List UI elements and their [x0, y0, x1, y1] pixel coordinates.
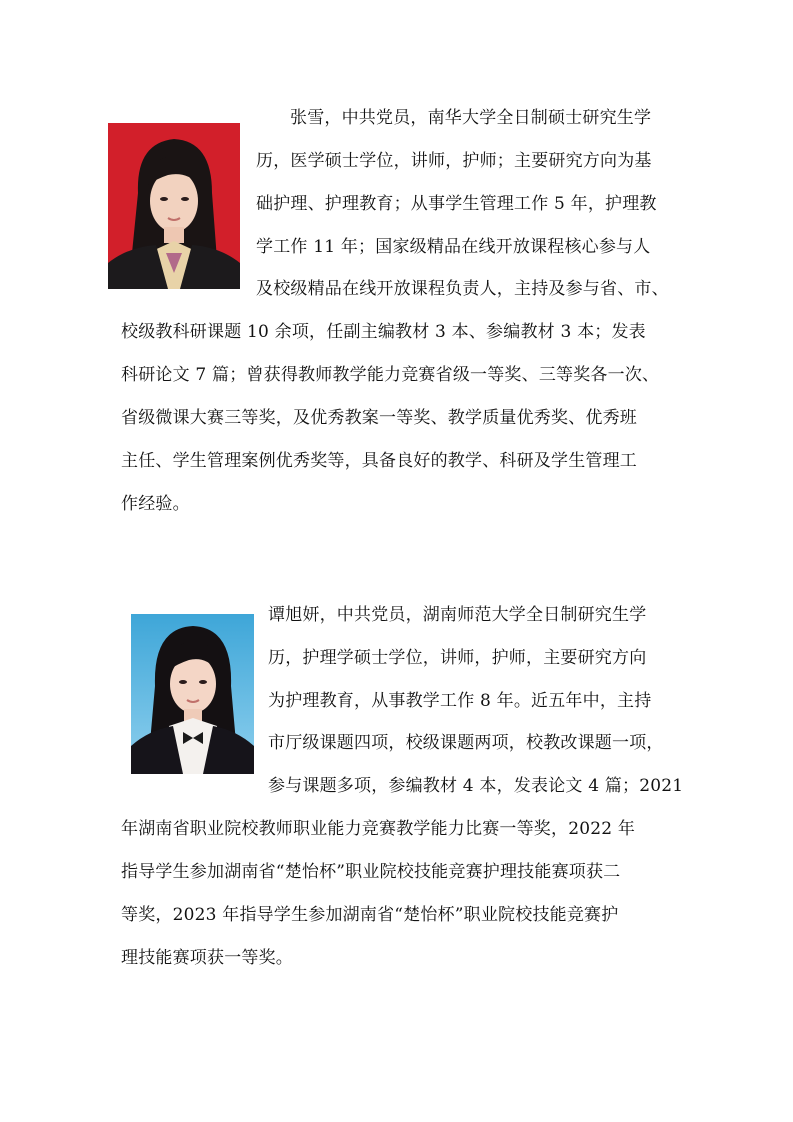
profile-photo-tan-xu-yan	[131, 614, 254, 774]
profile-1-line-10: 作经验。	[121, 494, 190, 514]
profile-2-line-7: 指导学生参加湖南省“楚怡杯”职业院校技能竞赛护理技能赛项获二	[121, 862, 621, 882]
profile-1-line-4: 学工作 11 年；国家级精品在线开放课程核心参与人	[256, 237, 651, 257]
profile-2-line-2: 历，护理学硕士学位，讲师，护师，主要研究方向	[268, 648, 647, 668]
profile-photo-zhang-xue	[108, 123, 240, 289]
profile-1-line-8: 省级微课大赛三等奖，及优秀教案一等奖、教学质量优秀奖、优秀班	[121, 408, 637, 428]
profile-1-line-7: 科研论文 7 篇；曾获得教师教学能力竞赛省级一等奖、三等奖各一次、	[121, 365, 660, 385]
profile-1-line-5: 及校级精品在线开放课程负责人，主持及参与省、市、	[256, 279, 669, 299]
portrait-image	[131, 614, 254, 774]
profile-1-line-1: 张雪，中共党员，南华大学全日制硕士研究生学	[290, 108, 652, 128]
profile-1-line-3: 础护理、护理教育；从事学生管理工作 5 年，护理教	[256, 194, 657, 214]
profile-2-line-4: 市厅级课题四项，校级课题两项，校教改课题一项，	[268, 733, 664, 753]
profile-1-line-6: 校级教科研课题 10 余项，任副主编教材 3 本、参编教材 3 本；发表	[121, 322, 646, 342]
portrait-image	[108, 123, 240, 289]
profile-2-line-6: 年湖南省职业院校教师职业能力竞赛教学能力比赛一等奖，2022 年	[121, 819, 636, 839]
profile-1-line-2: 历，医学硕士学位，讲师，护师；主要研究方向为基	[256, 151, 652, 171]
profile-2-line-5: 参与课题多项，参编教材 4 本，发表论文 4 篇；2021	[268, 776, 684, 796]
profile-1-line-9: 主任、学生管理案例优秀奖等，具备良好的教学、科研及学生管理工	[121, 451, 637, 471]
profile-2-line-9: 理技能赛项获一等奖。	[121, 948, 293, 968]
profile-2-line-3: 为护理教育，从事教学工作 8 年。近五年中，主持	[268, 691, 652, 711]
profile-2-line-8: 等奖，2023 年指导学生参加湖南省“楚怡杯”职业院校技能竞赛护	[121, 905, 619, 925]
profile-2-line-1: 谭旭妍，中共党员，湖南师范大学全日制研究生学	[268, 605, 647, 625]
